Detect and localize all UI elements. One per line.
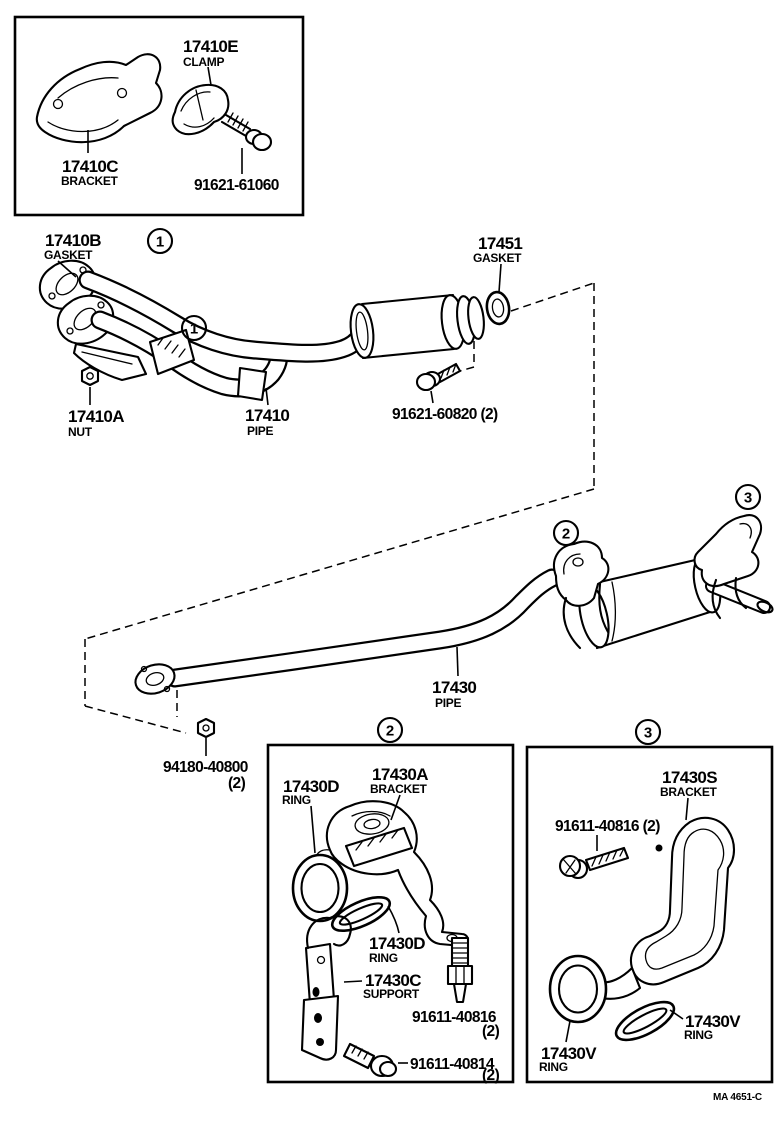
leader-clamp <box>208 67 211 85</box>
label-17430s-name: BRACKET <box>660 785 717 799</box>
pipe-hanger-stay-drawing <box>238 368 266 400</box>
label-17430d2-name: RING <box>369 951 398 965</box>
leader-pipe-17430 <box>457 647 458 676</box>
rear-pipe-drawing <box>175 578 552 678</box>
support-17430c-drawing <box>302 916 351 1059</box>
label-91611-40816-box3: 91611-40816 (2) <box>555 818 660 835</box>
leader-ring-left <box>566 1021 570 1042</box>
label-17430-name: PIPE <box>435 696 462 710</box>
callout-2-assembly <box>554 521 578 545</box>
bracket-17410c-drawing <box>37 54 162 142</box>
label-17430d2-part: 17430D <box>369 934 425 953</box>
label-91621-60820: 91621-60820 (2) <box>392 406 498 423</box>
label-17410c-part: 17410C <box>62 157 118 176</box>
callout-1-pipe-number: 1 <box>189 320 199 338</box>
label-17430v-right-name: RING <box>684 1028 713 1042</box>
nut-17410a-drawing <box>82 367 98 385</box>
label-17410e-part: 17410E <box>183 37 239 56</box>
gasket-17410b-drawing <box>40 261 113 344</box>
callout-2-box <box>378 718 402 742</box>
gasket-17451-drawing <box>485 291 511 326</box>
label-17430-part: 17430 <box>432 678 477 697</box>
label-17410b-part: 17410B <box>45 231 101 250</box>
ring-17430v-thin-drawing <box>611 994 680 1047</box>
nut-94180-drawing <box>177 690 214 756</box>
label-17410a-name: NUT <box>68 425 92 439</box>
label-17451-name: GASKET <box>473 251 522 265</box>
label-17430v-left-part: 17430V <box>541 1044 597 1063</box>
leader-support <box>344 981 362 982</box>
front-muffler-drawing <box>348 294 486 359</box>
ring-17430v-big-drawing <box>550 956 606 1022</box>
label-17430c-name: SUPPORT <box>363 987 419 1001</box>
rear-pipe-flange-drawing <box>132 660 179 699</box>
label-91621-61060: 91621-61060 <box>194 177 279 194</box>
ring-17430d-big-drawing <box>293 855 347 921</box>
label-17410b-name: GASKET <box>44 248 93 262</box>
bolt-91621-61060-drawing <box>222 113 271 150</box>
callout-1-top <box>148 229 172 253</box>
bolt-91611-40816-box3-drawing <box>560 848 628 878</box>
leader-gasket-451 <box>499 264 501 292</box>
stud-91611-40816-drawing <box>448 938 472 1002</box>
callout-3-box-number: 3 <box>643 724 653 742</box>
label-91611-40816-box2-qty: (2) <box>482 1023 500 1040</box>
label-91611-40814-qty: (2) <box>482 1067 500 1084</box>
detail-box-2 <box>268 718 513 1084</box>
label-91611-40814: 91611-40814 <box>410 1056 494 1073</box>
clamp-17410e-drawing <box>173 85 229 134</box>
label-17410e-name: CLAMP <box>183 55 225 69</box>
label-17430a-name: BRACKET <box>370 782 427 796</box>
callout-3-assembly <box>736 485 760 509</box>
leader-ring2 <box>388 906 399 933</box>
callout-3-assembly-number: 3 <box>743 489 753 507</box>
label-17430d1-name: RING <box>282 793 311 807</box>
label-17430a-part: 17430A <box>372 765 428 784</box>
callout-2-assembly-number: 2 <box>561 525 571 543</box>
label-17410-name: PIPE <box>247 424 274 438</box>
leader-ring1 <box>311 806 315 853</box>
leader-bracket-s <box>686 798 688 820</box>
label-94180-qty: (2) <box>228 775 246 792</box>
label-17410c-name: BRACKET <box>61 174 118 188</box>
inset-detail-box <box>15 17 303 215</box>
leader-bolt-60820 <box>431 391 433 403</box>
label-17430v-right-part: 17430V <box>685 1012 741 1031</box>
label-17451-part: 17451 <box>478 234 523 253</box>
label-17430d1-part: 17430D <box>283 777 339 796</box>
bracket-17430s-drawing <box>596 818 734 999</box>
label-17430v-left-name: RING <box>539 1060 568 1074</box>
front-pipe-assembly <box>40 229 523 439</box>
sheet-code: MA 4651-C <box>713 1092 762 1103</box>
bolt-91611-40814-drawing <box>344 1044 408 1076</box>
label-17410-part: 17410 <box>245 406 290 425</box>
callout-3-box <box>636 720 660 744</box>
label-94180-part: 94180-40800 <box>163 759 248 776</box>
detail-box-3 <box>527 720 772 1082</box>
label-17430c-part: 17430C <box>365 971 421 990</box>
leader-pipe-17410 <box>266 388 268 405</box>
label-91611-40816-box2: 91611-40816 <box>412 1009 496 1026</box>
callout-2-box-number: 2 <box>385 722 395 740</box>
label-17410a-part: 17410A <box>68 407 124 426</box>
label-17430s-part: 17430S <box>662 768 718 787</box>
callout-1-top-number: 1 <box>155 233 165 251</box>
